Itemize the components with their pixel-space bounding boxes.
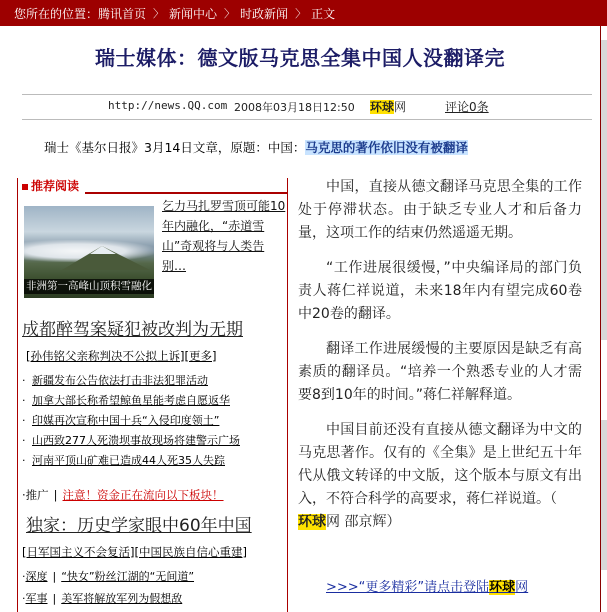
breadcrumb-item-current: 正文 bbox=[311, 6, 336, 21]
list-item-text: 新疆发布公告依法打击非法犯罪活动 bbox=[32, 374, 208, 387]
feature-1-related-link[interactable]: [孙伟铭父亲称判决不公拟上诉] bbox=[26, 349, 185, 363]
square-bullet-icon bbox=[22, 184, 28, 190]
breadcrumb-separator: 〉 bbox=[224, 7, 236, 20]
more-stories-link[interactable] bbox=[326, 576, 528, 595]
category-news-list bbox=[22, 566, 287, 610]
list-item-category[interactable]: 军事 bbox=[25, 592, 48, 605]
feature-2-sublinks bbox=[22, 544, 247, 560]
source-url-link[interactable]: http://news.QQ.com bbox=[108, 99, 228, 112]
list-item[interactable]: · 新疆发布公告依法打击非法犯罪活动 bbox=[22, 374, 208, 387]
feature-headline-1[interactable]: 成都醉驾案疑犯被改判为无期 bbox=[22, 320, 243, 340]
feature-headline-2[interactable]: 独家：历史学家眼中60年中国 bbox=[26, 516, 252, 536]
feature-2-related-link-2[interactable]: [中国民族自信心重建] bbox=[134, 545, 247, 559]
list-item-text: 河南平顶山矿难已造成44人死35人失踪 bbox=[32, 454, 225, 467]
list-item[interactable]: · 山西致277人死溃坝事故现场将建警示广场 bbox=[22, 434, 240, 447]
article-datetime: 2008年03月18日12:50 bbox=[234, 101, 355, 114]
list-item[interactable]: · 印媒再次宣称中国十兵“入侵印度领土” bbox=[22, 414, 220, 427]
article-paragraph-3: 翻译工作进展缓慢的主要原因是缺乏有高素质的翻译员。“培养一个熟悉专业的人才需要8到10年的时间。”蒋仁祥解释道。 bbox=[298, 341, 582, 403]
thumbnail-snowcap bbox=[90, 246, 116, 254]
thumbnail-story-link[interactable] bbox=[162, 196, 286, 276]
list-item-text: “快女”粉丝江湖的“无间道” bbox=[61, 570, 195, 583]
breadcrumb bbox=[0, 0, 607, 26]
breadcrumb-separator: 〉 bbox=[295, 7, 307, 20]
meta-divider bbox=[22, 94, 592, 95]
list-item-text: 印媒再次宣称中国十兵“入侵印度领土” bbox=[32, 414, 220, 427]
thumbnail-caption: 非洲第一高峰山顶积雪融化 bbox=[26, 280, 152, 292]
article-meta bbox=[20, 96, 595, 116]
list-item[interactable]: ·军事 | 美军将解放军列为假想敌 bbox=[22, 592, 183, 605]
article-headline: 瑞士媒体：德文版马克思全集中国人没翻译完 bbox=[95, 46, 505, 70]
article-paragraph-4 bbox=[298, 419, 582, 534]
byline-source: 环球 bbox=[298, 514, 326, 530]
list-item[interactable]: · 河南平顶山矿难已造成44人死35人失踪 bbox=[22, 454, 225, 467]
article-paragraph-2: “工作进展很缓慢，”中央编译局的部门负责人蒋仁祥说道，未来18年内有望完成60卷中20卷的翻译。 bbox=[298, 260, 582, 322]
breadcrumb-item-politics[interactable]: 时政新闻 bbox=[240, 6, 289, 21]
comments-link[interactable]: 评论0条 bbox=[445, 100, 489, 114]
byline-rest: 网 邵京辉） bbox=[326, 514, 401, 530]
list-item-text: 山西致277人死溃坝事故现场将建警示广场 bbox=[32, 434, 240, 447]
recommended-reading-sidebar bbox=[17, 178, 288, 612]
breadcrumb-item-tencent-home[interactable]: 腾讯首页 bbox=[98, 6, 147, 21]
news-list bbox=[22, 371, 287, 471]
sidebar-heading bbox=[18, 177, 85, 194]
meta-divider bbox=[22, 119, 592, 120]
breadcrumb-separator: 〉 bbox=[153, 7, 165, 20]
list-item-text: 美军将解放军列为假想敌 bbox=[61, 592, 183, 605]
pipe-separator: | bbox=[53, 488, 58, 502]
source-suffix: 网 bbox=[394, 100, 407, 114]
source-name: 环球 bbox=[370, 100, 395, 114]
sidebar-header bbox=[18, 178, 287, 194]
kilimanjaro-thumbnail[interactable] bbox=[24, 206, 154, 298]
more-link-source: 环球 bbox=[489, 580, 516, 595]
source-link[interactable] bbox=[370, 98, 406, 115]
thumbnail-story-text: 乞力马扎罗雪顶可能10年内融化，“赤道雪山”奇观将与人类告别… bbox=[162, 199, 286, 273]
promo-prefix: 推广 bbox=[25, 488, 49, 502]
breadcrumb-item-news-center[interactable]: 新闻中心 bbox=[169, 6, 218, 21]
list-item-text: 加拿大部长称希望鲸鱼星能考虑自愿返华 bbox=[32, 394, 230, 407]
page-right-edge bbox=[601, 40, 607, 340]
article-body bbox=[298, 176, 582, 546]
promo-line[interactable] bbox=[22, 487, 224, 503]
promo-bullet: · bbox=[22, 488, 26, 502]
intro-original-title: 马克思的著作依旧没有被翻译 bbox=[305, 140, 468, 155]
sidebar-heading-text: 推荐阅读 bbox=[31, 179, 80, 193]
feature-2-related-link-1[interactable]: [日军国主义不会复活] bbox=[22, 545, 135, 559]
feature-1-more-link[interactable]: [更多] bbox=[184, 349, 217, 363]
promo-text: 注意！资金正在流向以下板块！ bbox=[62, 488, 224, 502]
article-paragraph-4-text: 中国目前还没有直接从德文翻译为中文的马克思著作。仅有的《全集》是上世纪五十年代从俄文转译的中文版，这个版本与原文有出入，不符合科学的高要求，蒋仁祥说道。（ bbox=[298, 422, 582, 507]
breadcrumb-location-label: 您所在的位置： bbox=[14, 6, 99, 21]
more-link-suffix: 网 bbox=[515, 580, 529, 595]
more-link-prefix: >>>“更多精彩”请点击登陆 bbox=[326, 580, 490, 595]
article-paragraph-1: 中国，直接从德文翻译马克思全集的工作处于停滞状态。由于缺乏专业人才和后备力量，这项工作的结束仍然遥遥无期。 bbox=[298, 179, 582, 241]
intro-prefix: 瑞士《基尔日报》3月14日文章，原题：中国： bbox=[44, 140, 306, 155]
page-right-edge bbox=[601, 420, 607, 570]
list-item[interactable]: ·深度 | “快女”粉丝江湖的“无间道” bbox=[22, 570, 195, 583]
article-intro bbox=[44, 138, 468, 156]
list-item-category[interactable]: 深度 bbox=[25, 570, 48, 583]
feature-1-sublinks bbox=[26, 348, 216, 364]
list-item[interactable]: · 加拿大部长称希望鲸鱼星能考虑自愿返华 bbox=[22, 394, 230, 407]
